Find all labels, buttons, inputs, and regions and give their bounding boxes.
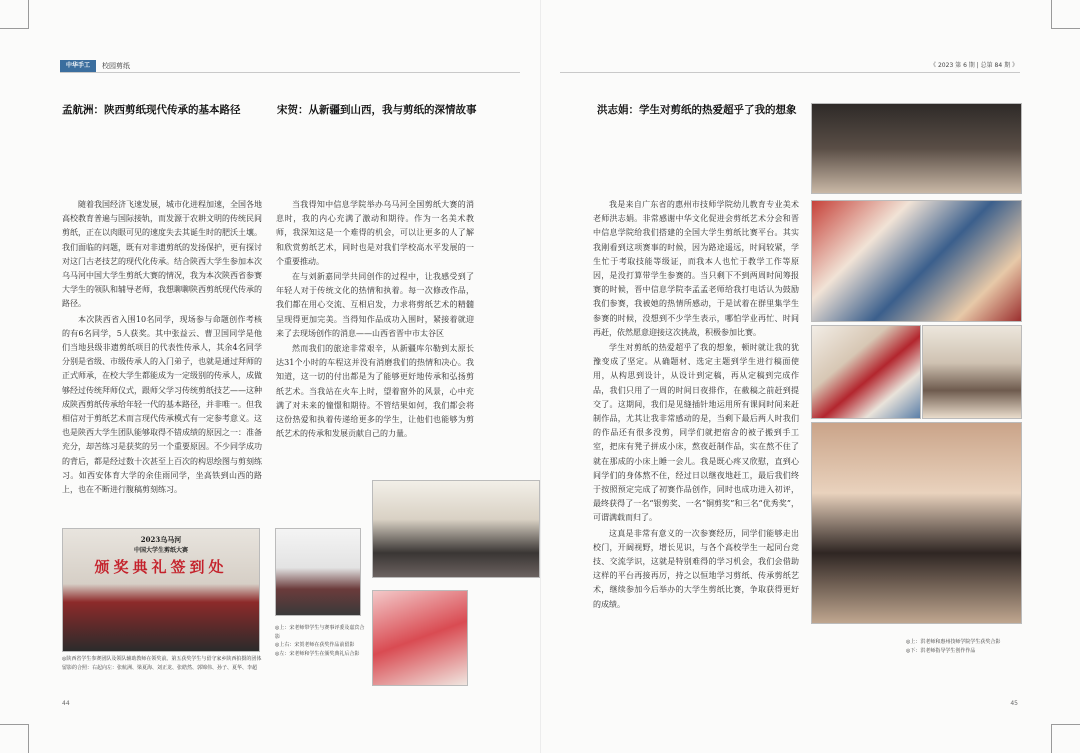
paragraph: 这真是非常有意义的一次参赛经历，同学们能够走出校门，开阔视野，增长见识，与各个高校学生一起同台竞技、交流学识，这就是特别难得的学习机会，我们会借助这样的平台再接再厉，持之以恒地学习剪纸、传承剪纸艺术，继续参加今后举办的大学生剪纸比赛，争取获得更好的成绩。 — [593, 528, 799, 609]
paragraph: 随着我国经济飞速发展，城市化进程加速，全国各地高校教育普遍与国际接轨，而发源于农耕文明的传统民间剪纸，正在以肉眼可见的速度失去其诞生时的肥沃土壤。我们面临的问题，既有对非遗剪纸的发扬保护，更有探讨对这门古老技艺的现代化传承。结合陕西大学生参加本次乌马河中国大学生剪纸大赛的情况，我为本次陕西省参赛大学生的领队和辅导老师，我想聊聊陕西剪纸现代传承的路径。 — [62, 200, 262, 309]
banner-line: 颁奖典礼签到处 — [94, 558, 228, 576]
paragraph: 本次陕西省入围10名同学，现场参与命题创作考核的有6名同学，5人获奖。其中张益云、曹卫国同学是他们当地县级非遗剪纸项目的代表性传承人，其余4名同学分别是省级、市级传承人的入门弟子，也就是通过拜师的正式师承，在校大学生都能成为一定级别的传承人，成做够经过传统拜师仪式，跟师父学习传统剪纸技艺——这种成陕西剪纸传承给年轻一代的基本路径，并非唯一。但我相信对于剪纸艺术而言现代传承模式有一定参考意义。这也是陕西大学生团队能够取得不错成绩的原因之一：准备充分，却苦练习是获奖的另一个重要原因。不少同学成功的背后，都是经过数十次甚至上百次的构思绘图与剪刻练习。如西安体育大学的余佳雨同学，坐高铁到山西的路上，也在不断进行腹稿剪刻练习。 — [62, 314, 262, 495]
article-body-song — [276, 198, 474, 442]
caption-line: ◎下：洪老师指导学生创作作品 — [906, 647, 976, 654]
paragraph: 我是来自广东省的惠州市技师学院幼儿教育专业美术老师洪志娟。非常感谢中华文化促进会剪纸艺术分会和晋中信息学院给我们搭建的全国大学生剪纸比赛平台。其实我刚看到这项赛事的时候，因为路途遥远，时间较紧，学生忙于考取技能等级证，而我本人也忙于教学工作等原因，是没打算带学生参赛的。当只剩下不到两周时间筹报赛的时候，晋中信息学院李孟孟老师给我打电话认为鼓励我们参赛，我被她的热情所感动，于是试着在群里集学生参赛的时候，没想到不少学生表示，哪怕学业再忙、时间再赶，依然愿意迎接这次挑战，积极参加比赛。 — [593, 200, 799, 337]
article-body-meng — [62, 198, 262, 498]
page-number-right: 45 — [1010, 700, 1018, 707]
article-title-song: 宋贺：从新疆到山西，我与剪纸的深情故事 — [277, 104, 477, 116]
issue-label: 《 2023 第 6 期 | 总第 84 期 》 — [930, 62, 1018, 69]
section-name: 校园剪纸 — [102, 62, 131, 70]
crop-mark — [0, 724, 29, 753]
crop-mark — [0, 0, 29, 29]
caption-line: ◎上：洪老师和惠州技师学院学生获奖合影 — [906, 639, 1001, 645]
paragraph: 在与刘新嘉同学共同创作的过程中，让我感受到了年轻人对于传统文化的热情和执着。每一次修改作品，我们都在用心交流、互相启发，力求将剪纸艺术的精髓呈现得更加完美。当得知作品成功入围时，紧接着就迎来了去现场创作的消息——山西省晋中市太谷区 — [276, 272, 474, 338]
header-rule — [60, 72, 520, 73]
paragraph: 当我得知中信息学院举办乌马河全国剪纸大赛的消息时，我的内心充满了激动和期待。作为一名美术教师，我深知这是一个难得的机会，可以让更多的人了解和欣赏剪纸艺术，同时也是对我们学校高水平发展的一个重要推动。 — [276, 200, 474, 266]
photo-students-working — [922, 325, 1022, 419]
header-rule — [560, 72, 1020, 73]
page-number-left: 44 — [62, 700, 70, 707]
magazine-logo: 中华手工 — [60, 60, 96, 72]
page-fold — [540, 0, 541, 753]
photo-craft-room — [811, 200, 1022, 322]
banner-line: 中国大学生剪纸大赛 — [133, 547, 188, 554]
paragraph: 学生对剪纸的热爱超乎了我的想象，顿时就让我的犹豫变成了坚定。从确题材、选定主题到学生进行稿面使用，从构思到设计，从设计到定稿，再从定稿到完成作品，我们只用了一周的时间日夜排作，在截稿之前赶到提交了。这期间，我们是见缝插针地运用所有课间时间来赶制作品，尤其让我非常感动的是，当剩下最后两人时我们的作品还有很多没剪，同学们就把宿舍的被子搬到手工室，把床有凳子拼成小床，熬夜赶制作品，实在熬不住了就在那成的小床上睡一会儿。我是既心疼又欣慰，直到心间学们的身体熬不住，经过日以继夜地赶工，最后我们终于按照预定完成了初赛作品创作，同时也成功进入初评，最终获得了一名“银剪奖、一名“铜剪奖”和三名“优秀奖”，可谓满载而归了。 — [593, 343, 799, 523]
photo-award-display — [372, 590, 468, 686]
photo-papercut-table — [811, 325, 921, 419]
photo-caption-right — [906, 638, 1022, 655]
crop-mark — [1051, 724, 1080, 753]
article-body-hong — [593, 198, 799, 613]
photo-award-banner — [62, 528, 260, 652]
banner-line: 2023乌马河 — [140, 535, 182, 544]
photo-caption-middle — [275, 624, 365, 658]
paragraph: 然而我们的旅途非常艰辛，从新疆库尔勒到太原长达31个小时的车程这并没有消磨我们的热情和决心。我知道，这一切的付出都是为了能够更好地传承和弘扬剪纸艺术。当我站在火车上时，望着窗外的风景，心中充满了对未来的憧憬和期待。不管结果如何，我们都会将这份热爱和执着传递给更多的学生，让他们也能够为剪纸艺术的传承和发展贡献自己的力量。 — [276, 344, 474, 439]
article-title-hong: 洪志娟：学生对剪纸的热爱超乎了我的想象 — [597, 104, 797, 116]
photo-teacher-portrait — [275, 528, 361, 616]
photo-caption-left: ◎陕西省学生参赛团队及领队辅助教师在领奖前。第五获奖学生与留守家乡陕西拍摄的团体留影的合照：右起向左：张航洲、梁夏海、刘正龙、张皓然、郭锦伟、孙子、夏华、李超 — [62, 656, 262, 671]
photo-award-winners — [811, 103, 1022, 194]
photo-group-photo — [372, 480, 540, 578]
award-banner — [63, 535, 259, 577]
photo-students-phone — [811, 422, 1022, 624]
article-title-meng: 孟航洲：陕西剪纸现代传承的基本路径 — [62, 104, 241, 116]
caption-line: ◎上右：宋贺老师在获奖作品前留影 — [275, 642, 355, 648]
caption-line: ◎左：宋老师和学生在颁奖典礼后合影 — [275, 650, 360, 657]
page-header-left — [60, 60, 130, 72]
caption-line: ◎上：宋老师带学生与赛事评委及嘉宾合影 — [275, 625, 365, 640]
crop-mark — [1051, 0, 1080, 29]
